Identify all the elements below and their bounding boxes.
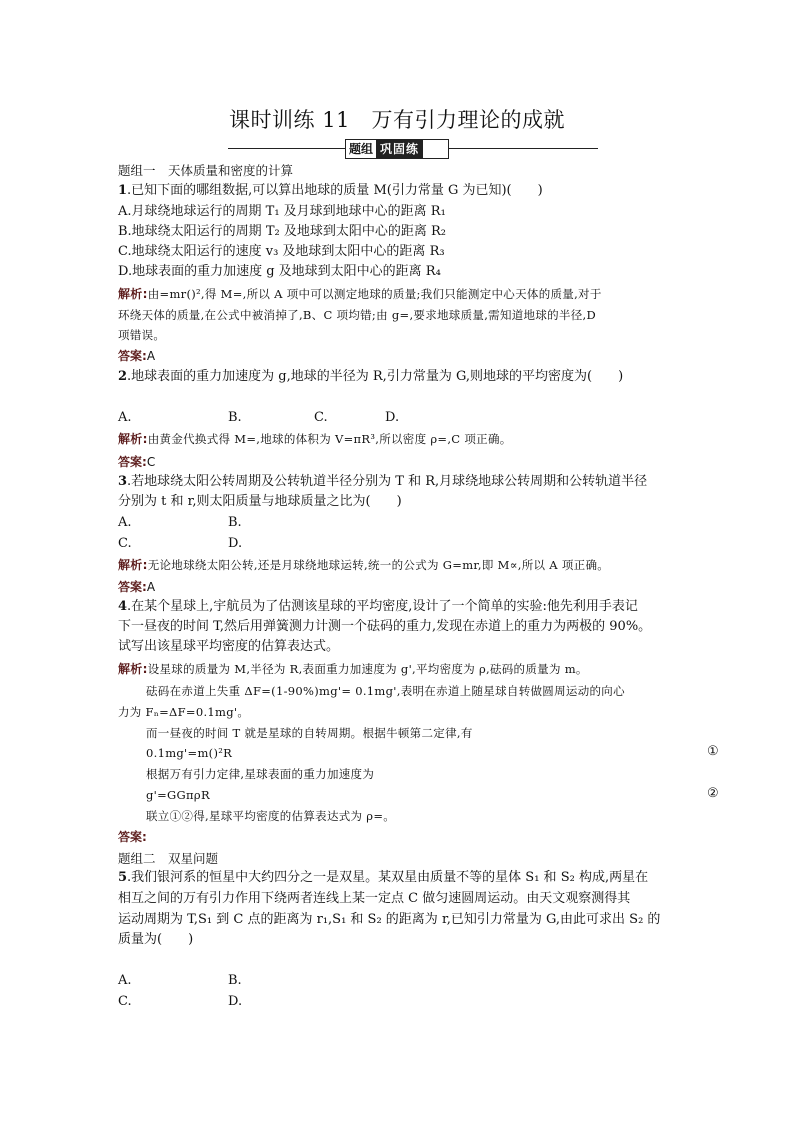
q2-answer bbox=[118, 453, 155, 470]
q3-stem-line-2: 分别为 t 和 r,则太阳质量与地球质量之比为( ) bbox=[118, 494, 402, 509]
q4-answer bbox=[118, 828, 147, 845]
badge-right: 巩固练 bbox=[376, 140, 423, 158]
question-stem: .若地球绕太阳公转周期及公转轨道半径分别为 T 和 R,月球绕地球公转周期和公转轨道半径 bbox=[127, 474, 648, 489]
q4-analysis-line-2: 砝码在赤道上失重 ΔF=(1-90%)mg'= 0.1mg',表明在赤道上随星球自转做圆周运动的向心 bbox=[146, 684, 625, 698]
q1-answer bbox=[118, 347, 155, 364]
group1-heading: 题组一 天体质量和密度的计算 bbox=[118, 163, 294, 178]
question-number: 3 bbox=[118, 474, 128, 489]
q5-stem-line-4: 质量为( ) bbox=[118, 932, 194, 947]
q3-analysis bbox=[118, 557, 609, 573]
divider-right bbox=[446, 148, 598, 149]
q4-analysis-line-3: 力为 Fₙ=ΔF=0.1mg'。 bbox=[118, 705, 250, 719]
analysis-text: 由黄金代换式得 M=,地球的体积为 V=πR³,所以密度 ρ=,C 项正确。 bbox=[147, 432, 512, 446]
analysis-label: 解析: bbox=[118, 432, 148, 446]
q1-option-b: B.地球绕太阳运行的周期 T₂ 及地球到太阳中心的距离 R₂ bbox=[118, 224, 446, 239]
q3-option-d: D. bbox=[228, 536, 243, 551]
answer-label: 答案: bbox=[118, 455, 147, 469]
question-stem: .地球表面的重力加速度为 g,地球的半径为 R,引力常量为 G,则地球的平均密度为( ) bbox=[127, 369, 624, 384]
question-stem: .我们银河系的恒星中大约四分之一是双星。某双星由质量不等的星体 S₁ 和 S₂ 构成,两星在 bbox=[127, 870, 649, 885]
q1-option-d: D.地球表面的重力加速度 g 及地球到太阳中心的距离 R₄ bbox=[118, 264, 441, 279]
q5-option-d: D. bbox=[228, 994, 243, 1009]
equation-mark-1: ① bbox=[707, 744, 719, 759]
q3-option-b: B. bbox=[228, 515, 242, 530]
q4-analysis-line-6: 根据万有引力定律,星球表面的重力加速度为 bbox=[146, 767, 375, 781]
question-stem: .已知下面的哪组数据,可以算出地球的质量 M(引力常量 G 为已知)( ) bbox=[127, 183, 543, 198]
question-5 bbox=[118, 870, 648, 886]
q4-stem-line-3: 试写出该星球平均密度的估算表达式。 bbox=[118, 639, 340, 654]
question-2 bbox=[118, 369, 623, 385]
q2-option-a: A. bbox=[118, 410, 132, 425]
equation-mark-2: ② bbox=[707, 786, 719, 801]
question-number: 1 bbox=[118, 183, 128, 198]
answer-value: C bbox=[146, 455, 156, 469]
group2-heading: 题组二 双星问题 bbox=[118, 851, 219, 866]
q5-stem-line-2: 相互之间的万有引力作用下绕两者连线上某一定点 C 做匀速圆周运动。由天文观察测得其 bbox=[118, 891, 631, 906]
question-1 bbox=[118, 183, 543, 199]
analysis-text: 设星球的质量为 M,半径为 R,表面重力加速度为 g',平均密度为 ρ,砝码的质量为 m。 bbox=[147, 662, 588, 676]
q1-analysis-line-2: 环绕天体的质量,在公式中被消掉了,B、C 项均错;由 g=,要求地球质量,需知道地球的半径,D bbox=[118, 308, 597, 322]
divider-left bbox=[228, 148, 346, 149]
question-stem: .在某个星球上,宇航员为了估测该星球的平均密度,设计了一个简单的实验:他先利用手表记 bbox=[127, 599, 638, 614]
q2-option-b: B. bbox=[228, 410, 242, 425]
badge-left: 题组 bbox=[349, 142, 374, 156]
q4-analysis-line-1 bbox=[118, 661, 588, 677]
q5-option-c: C. bbox=[118, 994, 132, 1009]
q1-analysis-line-3: 项错误。 bbox=[118, 328, 166, 342]
q4-analysis-line-5: 0.1mg'=m()²R bbox=[146, 746, 233, 760]
question-number: 5 bbox=[118, 870, 128, 885]
section-badge bbox=[345, 139, 449, 159]
q3-option-c: C. bbox=[118, 536, 132, 551]
answer-label: 答案: bbox=[118, 580, 147, 594]
analysis-text: 无论地球绕太阳公转,还是月球绕地球运转,统一的公式为 G=mr,即 M∝,所以 A 项正确。 bbox=[147, 558, 610, 572]
analysis-label: 解析: bbox=[118, 662, 148, 676]
analysis-label: 解析: bbox=[118, 287, 148, 301]
question-number: 2 bbox=[118, 369, 128, 384]
q3-answer bbox=[118, 578, 155, 595]
q5-option-b: B. bbox=[228, 973, 242, 988]
q2-option-d: D. bbox=[385, 410, 400, 425]
q2-analysis bbox=[118, 431, 512, 447]
question-number: 4 bbox=[118, 599, 128, 614]
q3-option-a: A. bbox=[118, 515, 132, 530]
question-3 bbox=[118, 474, 647, 490]
q1-option-a: A.月球绕地球运行的周期 T₁ 及月球到地球中心的距离 R₁ bbox=[118, 204, 446, 219]
q2-option-c: C. bbox=[314, 410, 328, 425]
analysis-text: 由=mr()²,得 M=,所以 A 项中可以测定地球的质量;我们只能测定中心天体的质量,对于 bbox=[147, 287, 602, 301]
page-title: 课时训练 11 万有引力理论的成就 bbox=[229, 108, 565, 132]
analysis-label: 解析: bbox=[118, 558, 148, 572]
q4-analysis-line-4: 而一昼夜的时间 T 就是星球的自转周期。根据牛顿第二定律,有 bbox=[146, 726, 473, 740]
q4-analysis-line-7: g'=GGπρR bbox=[146, 788, 210, 802]
answer-value: A bbox=[146, 349, 156, 363]
answer-value: A bbox=[146, 580, 156, 594]
q5-stem-line-3: 运动周期为 T,S₁ 到 C 点的距离为 r₁,S₁ 和 S₂ 的距离为 r,已知引力常量为 G,由此可求出 S₂ 的 bbox=[118, 912, 661, 927]
q4-analysis-line-8: 联立①②得,星球平均密度的估算表达式为 ρ=。 bbox=[146, 809, 396, 823]
q5-option-a: A. bbox=[118, 973, 132, 988]
question-4 bbox=[118, 599, 638, 615]
q1-analysis-line-1 bbox=[118, 286, 602, 302]
answer-label: 答案: bbox=[118, 830, 147, 844]
q4-stem-line-2: 下一昼夜的时间 T,然后用弹簧测力计测一个砝码的重力,发现在赤道上的重力为两极的 90%。 bbox=[118, 619, 652, 634]
q1-option-c: C.地球绕太阳运行的速度 v₃ 及地球到太阳中心的距离 R₃ bbox=[118, 244, 445, 259]
answer-label: 答案: bbox=[118, 349, 147, 363]
